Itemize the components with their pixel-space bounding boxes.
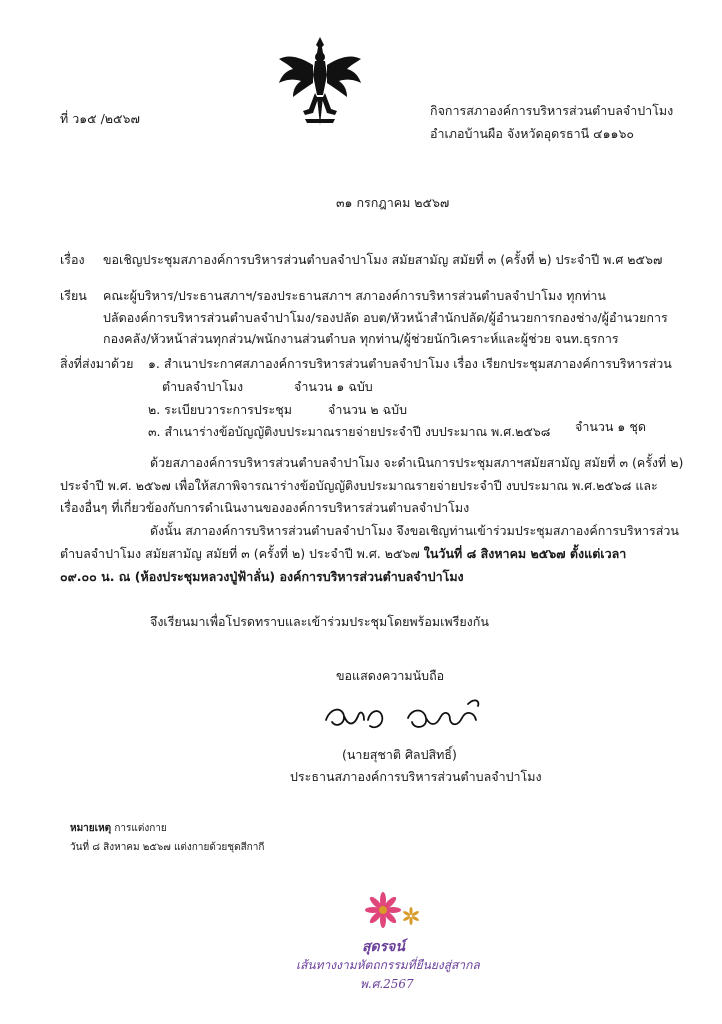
recipient-label: เรียน — [60, 288, 87, 303]
enclosure-item-1: ๑. สำเนาประกาศสภาองค์การบริหารส่วนตำบลจำปาโมง เรื่อง เรียกประชุมสภาองค์การบริหารส่วน — [148, 356, 672, 371]
recipient-line-2: ปลัดองค์การบริหารส่วนตำบลจำปาโมง/รองปลัด อบต/หัวหน้าสำนักปลัด/ผู้อำนวยการกองช่าง/ผู้อำนวยการ — [103, 310, 668, 325]
body-p1-line-1: ด้วยสภาองค์การบริหารส่วนตำบลจำปาโมง จะดำเนินการประชุมสภาฯสมัยสามัญ สมัยที่ ๓ (ครั้งที่ ๒) — [150, 455, 684, 470]
note-line-2: วันที่ ๘ สิงหาคม ๒๕๖๗ แต่งกายด้วยชุดสีกากี — [70, 842, 265, 853]
signature — [318, 690, 493, 740]
logo-title: สุดรจน์ — [362, 939, 405, 955]
organization-name: กิจการสภาองค์การบริหารส่วนตำบลจำปาโมง — [430, 103, 674, 118]
subject-label: เรื่อง — [60, 252, 85, 267]
enclosure-item-2-qty: จำนวน ๒ ฉบับ — [328, 402, 408, 417]
meeting-location: ๐๙.๐๐ น. ณ (ห้องประชุมหลวงปู่ฟ้าลั่น) องค์การบริหารส่วนตำบลจำปาโมง — [60, 569, 464, 584]
body-p3: จึงเรียนมาเพื่อโปรดทราบและเข้าร่วมประชุมโดยพร้อมเพรียงกัน — [150, 614, 489, 629]
enclosures-label: สิ่งที่ส่งมาด้วย — [60, 356, 134, 371]
signer-position: ประธานสภาองค์การบริหารส่วนตำบลจำปาโมง — [290, 769, 542, 784]
enclosure-item-3: ๓. สำเนาร่างข้อบัญญัติงบประมาณรายจ่ายประจำปี งบประมาณ พ.ศ.๒๕๖๘ — [148, 424, 551, 439]
recipient-line-3: กองคลัง/หัวหน้าส่วนทุกส่วน/พนักงานส่วนตำบล ทุกท่าน/ผู้ช่วยนักวิเคราะห์และผู้ช่วย จนท.ธุรการ — [103, 331, 619, 346]
document-date: ๓๑ กรกฎาคม ๒๕๖๗ — [336, 195, 450, 210]
enclosure-item-3-qty: จำนวน ๑ ชุด — [575, 419, 646, 434]
closing-salutation: ขอแสดงความนับถือ — [336, 668, 445, 683]
note-label: หมายเหตุ — [70, 823, 112, 834]
garuda-emblem-icon — [275, 35, 365, 127]
note-line-1 — [70, 822, 167, 835]
body-p1-line-3: เรื่องอื่นๆ ที่เกี่ยวข้องกับการดำเนินงานขององค์การบริหารส่วนตำบลจำปาโมง — [60, 500, 470, 515]
recipient-line-1: คณะผู้บริหาร/ประธานสภาฯ/รองประธานสภาฯ สภาองค์การบริหารส่วนตำบลจำปาโมง ทุกท่าน — [103, 288, 606, 303]
organization-address: อำเภอบ้านผือ จังหวัดอุดรธานี ๔๑๑๖๐ — [430, 126, 635, 141]
body-p2-line-1: ดังนั้น สภาองค์การบริหารส่วนตำบลจำปาโมง จึงขอเชิญท่านเข้าร่วมประชุมสภาองค์การบริหารส่วน — [150, 523, 679, 538]
flower-logo-icon — [355, 892, 425, 932]
meeting-date-time: ในวันที่ ๘ สิงหาคม ๒๕๖๗ ตั้งแต่เวลา — [423, 546, 627, 561]
body-p2-line-2 — [60, 546, 626, 562]
body-p1-line-2: ประจำปี พ.ศ. ๒๕๖๗ เพื่อให้สภาพิจารณาร่างข้อบัญญัติงบประมาณรายจ่ายประจำปี งบประมาณ พ.ศ.๒๕๖๘ และ — [60, 478, 658, 493]
logo-slogan: เส้นทางงามหัตถกรรมที่ยืนยงสู่สากล — [296, 958, 480, 972]
document-number: ที่ ว๑๕ /๒๕๖๗ — [60, 111, 140, 126]
signer-name: (นายสุชาติ ศิลปสิทธิ์) — [342, 747, 457, 762]
body-p2-line-2-normal: ตำบลจำปาโมง สมัยสามัญ สมัยที่ ๓ (ครั้งที่ ๒) ประจำปี พ.ศ. ๒๕๖๗ — [60, 546, 420, 561]
subject-text: ขอเชิญประชุมสภาองค์การบริหารส่วนตำบลจำปาโมง สมัยสามัญ สมัยที่ ๓ (ครั้งที่ ๒) ประจำปี พ.ศ ๒๕๖๗ — [103, 252, 663, 267]
note-text: การแต่งกาย — [114, 823, 167, 834]
enclosure-item-1-qty: จำนวน ๑ ฉบับ — [294, 379, 373, 394]
signature-text: สุชาติ ศิลปสิทธิ์ — [318, 739, 325, 740]
enclosure-item-1-cont: ตำบลจำปาโมง — [162, 379, 244, 394]
enclosure-item-2: ๒. ระเบียบวาระการประชุม — [148, 402, 292, 417]
logo-year: พ.ศ.2567 — [360, 977, 414, 991]
